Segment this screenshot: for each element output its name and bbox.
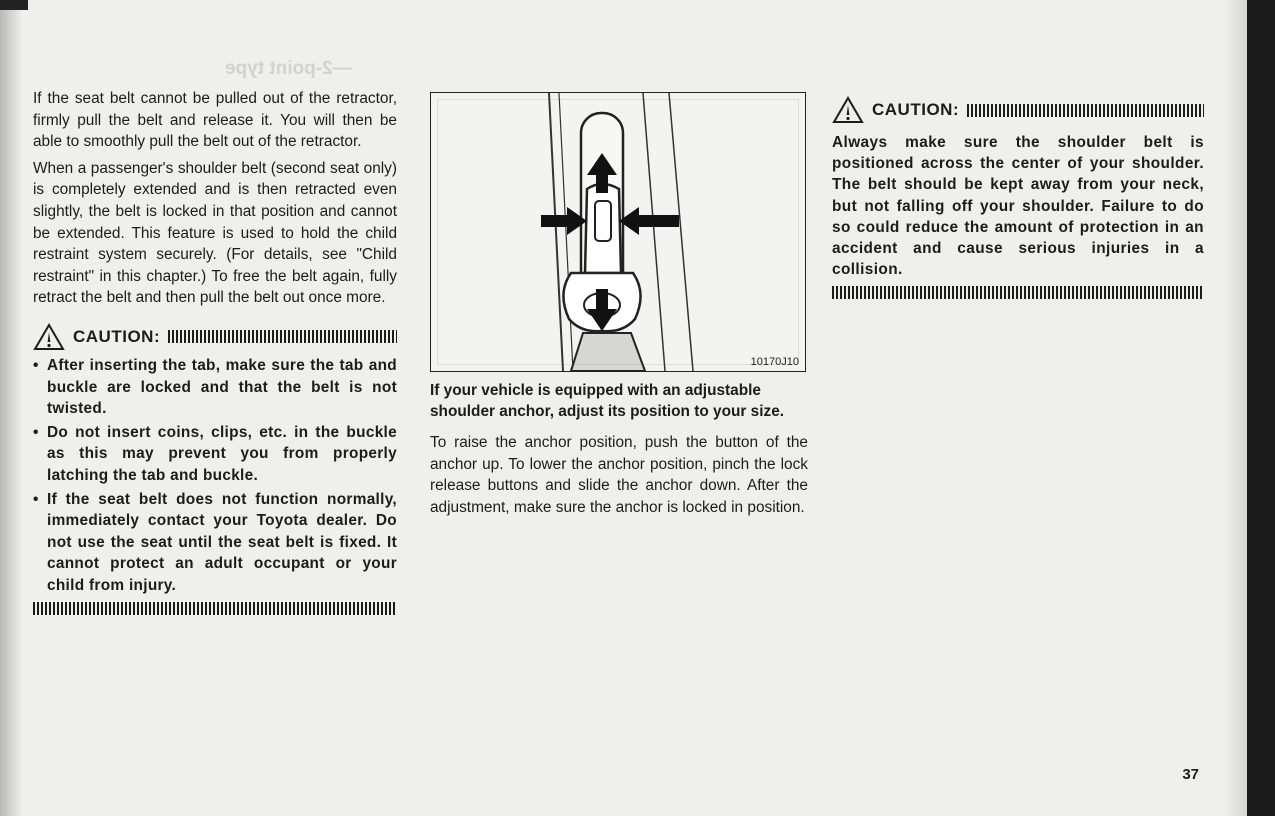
warning-icon — [832, 96, 864, 124]
caution-header — [33, 323, 397, 351]
left-column — [33, 88, 397, 615]
page-binding-shadow — [0, 0, 22, 816]
paragraph-retractor: If the seat belt cannot be pulled out of the retractor, firmly pull the belt and release it. You will then be able to smoothly pull the belt out of the retractor. — [33, 90, 397, 151]
caution-header — [832, 96, 1204, 124]
middle-column — [430, 92, 808, 518]
caution-rule — [967, 104, 1204, 117]
caution-title: CAUTION: — [73, 326, 161, 346]
paragraph-child-lock: When a passenger's shoulder belt (second seat only) is completely extended and is then retracted even slightly, the belt is locked in that position and cannot be extended. This feature is used to hold the child restraint system securely. (For details, see "Child restraint" in this chapter.) To free the belt again, fully retract the belt and then pull the belt out once more. — [33, 159, 397, 307]
page-number: 37 — [1182, 766, 1199, 783]
caution-rule — [168, 330, 397, 343]
show-through-frame — [437, 99, 799, 365]
caution-end-rule — [33, 602, 397, 615]
caution-item: • After inserting the tab, make sure the tab and buckle are locked and that the belt is not twisted. — [33, 355, 397, 420]
anchor-instructions: To raise the anchor position, push the button of the anchor up. To lower the anchor position, pinch the lock release buttons and slide the anchor down. After the adjustment, make sure the anchor is locked in position. — [430, 434, 808, 516]
anchor-illustration — [430, 92, 806, 372]
shoulder-caution-text: Always make sure the shoulder belt is positioned across the center of your shoulder. The belt should be kept away from your neck, but not falling off your shoulder. Failure to do so could reduce the amount of protection in an accident and cause serious injuries in a collision. — [832, 134, 1204, 279]
figure-code: 10170J10 — [750, 356, 799, 368]
anchor-lead: If your vehicle is equipped with an adjustable shoulder anchor, adjust its position to your size. — [430, 382, 785, 420]
page-edge-shadow — [1225, 0, 1247, 816]
page-corner — [0, 0, 28, 10]
caution-title: CAUTION: — [872, 100, 960, 119]
shoulder-caution-box — [832, 96, 1204, 299]
warning-icon — [33, 323, 65, 351]
caution-item: • If the seat belt does not function normally, immediately contact your Toyota dealer. Do not use the seat until the seat belt is fixed. It cannot protect an adult occupant or your child from injury. — [33, 489, 397, 597]
caution-item: • Do not insert coins, clips, etc. in the buckle as this may prevent you from properly latching the tab and buckle. — [33, 422, 397, 487]
caution-end-rule — [832, 286, 1204, 299]
caution-list — [33, 355, 397, 597]
right-column — [832, 96, 1204, 299]
page-edge-dark — [1247, 0, 1275, 816]
show-through-heading: —2-point type — [225, 58, 352, 79]
